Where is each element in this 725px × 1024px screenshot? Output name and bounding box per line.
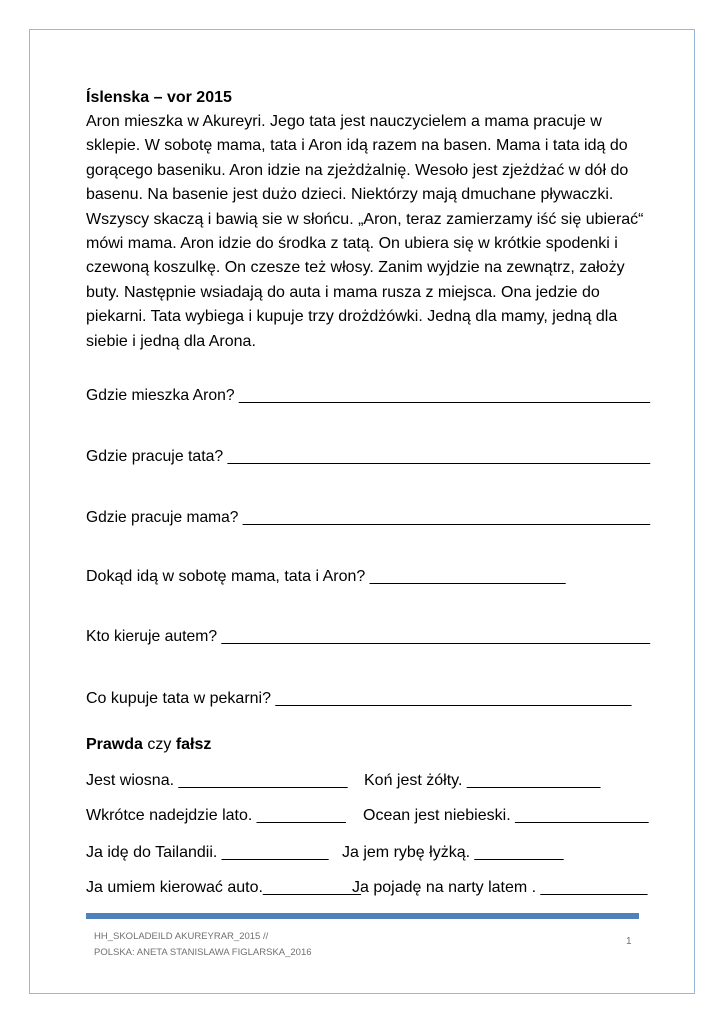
question-2: Gdzie pracuje tata? ________________________________________________ — [86, 448, 650, 465]
paragraph-line: gorącego baseniku. Aron idzie na zjeżdżalnię. Wesoło jest zjeżdżać w dół do — [86, 161, 629, 179]
statement-right: Ocean jest niebieski. _______________ — [363, 807, 649, 824]
true-label: Prawda — [86, 736, 143, 753]
paragraph-line: Aron mieszka w Akureyri. Jego tata jest nauczycielem a mama pracuje w — [86, 113, 602, 130]
footer-bar — [86, 913, 639, 919]
paragraph-line: sklepie. W sobotę mama, tata i Aron idą razem na basen. Mama i tata idą do — [86, 137, 628, 155]
paragraph-line: basenu. Na basenie jest dużo dzieci. Niektórzy mają dmuchane pływaczki. — [86, 186, 614, 204]
false-label: fałsz — [175, 736, 212, 753]
paragraph-line: piekarni. Tata wybiega i kupuje trzy drożdżówki. Jedną dla mamy, jedną dla — [86, 308, 618, 326]
statement-left: Ja umiem kierować auto.___________ — [86, 879, 361, 896]
question-1: Gdzie mieszka Aron? _______________________________________________ — [86, 387, 650, 404]
footer-line-1: HH_SKOLADEILD AKUREYRAR_2015 // — [94, 931, 269, 942]
statement-right: Ja jem rybę łyżką. __________ — [342, 844, 564, 861]
paragraph-line: siebie i jedną dla Arona. — [86, 332, 256, 350]
statement-left: Ja idę do Tailandii. ____________ — [86, 844, 329, 861]
question-3: Gdzie pracuje mama? _______________________________________________ — [86, 509, 650, 526]
statement-right: Koń jest żółty. _______________ — [364, 772, 601, 789]
paragraph-line: czewoną koszulkę. On czesze też włosy. Zanim wyjdzie na zewnątrz, założy — [86, 259, 625, 277]
question-5: Kto kieruje autem? _________________________________________________ — [86, 628, 650, 645]
footer-line-2: POLSKA: ANETA STANISLAWA FIGLARSKA_2016 — [94, 947, 312, 958]
question-4: Dokąd idą w sobotę mama, tata i Aron? ______________________ — [86, 568, 566, 585]
paragraph-line: buty. Następnie wsiadają do auta i mama rusza z miejsca. Ona jedzie do — [86, 283, 600, 301]
question-6: Co kupuje tata w pekarni? ________________________________________ — [86, 690, 632, 707]
statement-left: Jest wiosna. ___________________ — [86, 772, 348, 789]
footer-text — [94, 929, 312, 961]
statement-right: Ja pojadę na narty latem . ____________ — [352, 879, 648, 896]
or-label: czy — [142, 736, 176, 753]
page-number: 1 — [626, 936, 632, 947]
paragraph-line: mówi mama. Aron idzie do środka z tatą. On ubiera się w krótkie spodenki i — [86, 235, 618, 253]
statement-left: Wkrótce nadejdzie lato. __________ — [86, 807, 346, 824]
true-false-heading — [86, 735, 211, 755]
paragraph-line: Wszyscy skaczą i bawią sie w słońcu. „Aron, teraz zamierzamy iść się ubierać“ — [86, 210, 644, 228]
document-title: Íslenska – vor 2015 — [86, 89, 232, 106]
reading-paragraph — [86, 110, 646, 354]
reading-section — [86, 86, 646, 354]
